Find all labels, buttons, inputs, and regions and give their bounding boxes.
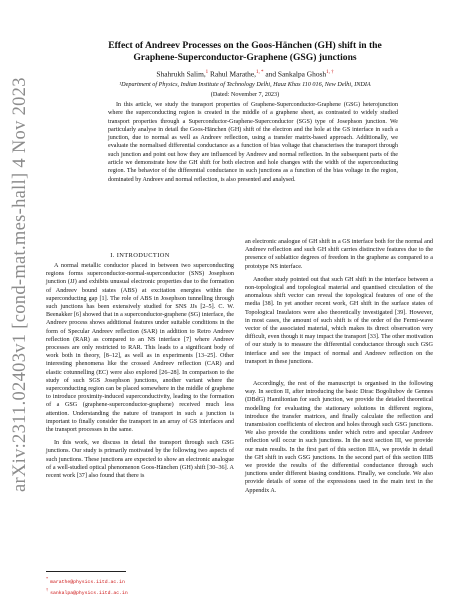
email-link[interactable]: marathe@physics.iitd.ac.in (50, 579, 125, 585)
affiliation: ¹Department of Physics, Indian Institute of Technology Delhi, Hauz Khas 110 016, New Delhi, INDIA (119, 81, 371, 88)
footnote (46, 586, 234, 597)
author-list (60, 68, 430, 79)
paragraph: Another study pointed out that such GH shift in the interface between a non-topological and topological material and quantised circulation of the anomalous shift vector can reveal the topological features of one of the media [38]. In yet another recent work, GH shift in the surface states of Topological Insulators were also theoretically investigated [39]. However, in most cases, the amount of such shift is of the order of the Fermi-wave vector of the associated material, which makes its direct observation very difficult, even though it may impact the transport [33]. The other motivation of our study is to measure the differential conductance through such GSG interface and see the impact of normal and Andreev reflection on the transport in these junctions. (245, 276, 433, 365)
email-link[interactable]: sankalpa@physics.iitd.ac.in (50, 591, 128, 596)
section-heading-introduction: I. INTRODUCTION (110, 252, 170, 259)
dated-line: (Dated: November 7, 2023) (210, 91, 280, 98)
author-name: and Sankalpa Ghosh (263, 69, 327, 79)
paragraph: Accordingly, the rest of the manuscript is organised in the following way. In section II, after introducing the basic Dirac Bogoliubov de Gennes (DBdG) Hamiltonian for such junction, we provide the detailed theoretical modelling for evaluating the stationary solutions in different regions, introduce the transfer matrices, and finally calculate the reflection and transmission coefficients of electron and holes through such GSG junctions. We also provide the conditions under which retro and specular Andreev reflection will occur in such junctions. In the next section III, we provide our main results. In the first part of this section IIIA, we provide in detail the GH shift in such GSG junctions. In the second part of this section IIIB we provide the results of the differential conductance through such junctions under different biasing conditions. Finally, we conclude. We also provide details of some of the expressions used in the main text in the Appendix A. (245, 381, 433, 494)
author-affiliation-mark[interactable]: 1, * (256, 70, 264, 75)
paragraph: an electronic analogue of GH shift in a GS interface both for the normal and Andreev reflection and such GH shift carries distinctive features due to the presence of sublattice degrees of freedom in the graphene as compared to a prototype NS interface. (245, 239, 433, 270)
title-line-1: Effect of Andreev Processes on the Goos-Hänchen (GH) shift in the (108, 40, 382, 51)
abstract: In this article, we study the transport properties of Graphene-Superconductor-Graphene (GSG) heterojunction where the superconducting region is created in the middle of a graphene sheet, as contrasted to widely studied transport properties through a Superconductor-Graphene-Superconductor (SGS) type of Josephson junction. We particularly analyse in detail the Goos-Hänchen (GH) shift of the electron and the hole at the GS interface in such a junction, due to normal as well as Andreev reflection, using a transfer matrix-based approach. Additionally, we evaluate the normalised differential conductance as a function of bias voltage that characterises the transport through such junction and point out how they are influenced by Andreev and normal reflection. In the subsequent parts of the article we demonstrate how the GH shift for both electron and hole changes with the width of the superconducting region. The behavior of the differential conductance in such junctions as a function of the bias voltage in the region, dominated by Andreev and normal reflection, is also presented and analysed. (108, 102, 398, 183)
footnotes (46, 571, 234, 597)
author-affiliation-mark[interactable]: 1, † (326, 70, 334, 75)
footnote (46, 575, 234, 586)
paragraph: In this work, we discuss in detail the transport through such GSG junctions. Our study is primarily motivated by the following two aspects of such junctions. These junctions are expected to show an electronic analogue of a well-studied optical phenomenon Goos-Hänchen (GH) shift [30–36]. A recent work [37] also found that there is (46, 440, 234, 480)
title-line-2: Graphene-Superconductor-Graphene (GSG) junctions (133, 52, 357, 63)
left-column (46, 262, 234, 480)
author-name: Rahul Marathe, (208, 69, 256, 79)
author-name: Shahrukh Salim, (156, 69, 206, 79)
right-column (245, 238, 433, 495)
footnote-mark: * (46, 576, 49, 581)
footnote-mark: † (46, 587, 49, 593)
arxiv-identifier[interactable]: arXiv:2311.02403v1 [cond-mat.mes-hall] 4 Nov 2023 (10, 77, 30, 492)
author-affiliation-mark[interactable]: 1 (205, 70, 209, 75)
paragraph: A normal metallic conductor placed in between two superconducting regions forms superconductor-normal-superconductor (SNS) Josephson junction (JJ) and exhibits unusual electronic properties due to the formation of Andreev bound states (ABS) at excitation energies within the superconducting gap [1]. The role of ABS in Josephson tunnelling through such junctions has been extensively studied for SNS JJs [2–5]. C. W. Beenakker [6] showed that in a superconductor-graphene (SG) interface, the Andreev process shows additional features under suitable conditions in the form of Specular Andreev reflection (SAR) in addition to Retro Andreev reflection (RAR) as compared to an NS interface [7] where Andreev processes are only restricted to RAR. This leads to a significant body of work both in theory, [8–12], as well as in experiments [13–25]. Other interesting phenomena like the crossed Andreev reflection (CAR) and elastic cotunnelling (EC) were also explored [26–28]. In comparison to the study of such SGS Josephson junctions, another variant where the superconducting region can be placed somewhere in the middle of graphene to introduce proximity-induced superconductivity, leading to the formation of a GSG (graphene-superconductor-graphene) received much less attention. Understanding the nature of transport in such a junction is important to finally consider the transport in an array of GS interfaces and the transport processes in the same. (46, 263, 234, 434)
paper-title (60, 40, 430, 64)
footnote-divider (46, 571, 126, 572)
